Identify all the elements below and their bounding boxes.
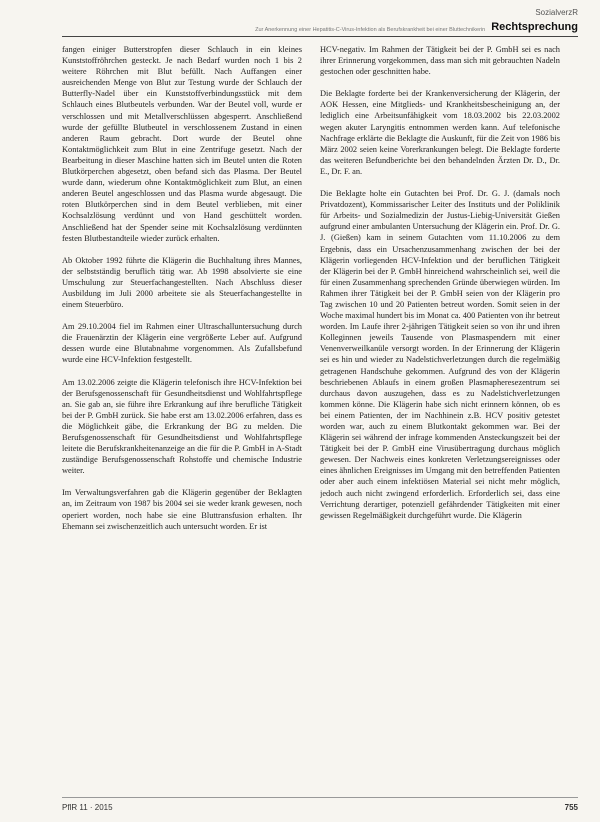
left-column [62, 44, 302, 779]
running-header [62, 19, 578, 33]
page-number: 755 [564, 803, 578, 812]
paragraph: Am 29.10.2004 fiel im Rahmen einer Ultraschalluntersuchung durch die Frauenärztin der Klägerin eine vergrößerte Leber auf. Aufgrund dessen wurde eine Blutabnahme vorgenommen. Als Zufallsbefund wurde eine HCV-Infektion festgestellt. [62, 322, 302, 365]
paragraph: Im Verwaltungsverfahren gab die Klägerin gegenüber der Beklagten an, im Zeitraum von 1987 bis 2004 sei sie weder krank gewesen, noch operiert worden, noch habe sie eine Bluttransfusion erhalten. Ihr Ehemann sei zwischenzeitlich auch untersucht worden. Er ist [62, 488, 302, 531]
header-divider [62, 36, 578, 37]
paragraph: HCV-negativ. Im Rahmen der Tätigkeit bei der P. GmbH sei es nach ihrer Erinnerung vorgekommen, dass man sich mit gebrauchten Nadeln gestochen oder geschnitten habe. [320, 45, 560, 77]
journal-issue: PflR 11 · 2015 [62, 803, 113, 812]
footer-divider [62, 797, 578, 798]
paragraph: Am 13.02.2006 zeigte die Klägerin telefonisch ihre HCV-Infektion bei der Berufsgenossenschaft für Gesundheitsdienst und Wohlfahrtspflege an. Sie gab an, sie führe ihre Erkrankung auf ihre berufliche Tätigkeit bei der P. GmbH zurück. Sie habe erst am 13.02.2006 erfahren, dass es die Möglichkeit gäbe, die Erkrankung der BG zu melden. Die Berufsgenossenschaft für Gesundheitsdienst und Wohlfahrtspflege leitete die Berufskrankheitenanzeige an die für die P. GmbH in A-Stadt zuständige Berufsgenossenschaft Rohstoffe und chemische Industrie weiter. [62, 377, 302, 476]
category-label: SozialverzR [535, 8, 578, 17]
section-title: Rechtsprechung [491, 21, 578, 33]
article-breadcrumb: Zur Anerkennung einer Hepatitis-C-Virus-Infektion als Berufskrankheit bei einer Bluttechnikerin [255, 27, 486, 33]
page-footer [62, 803, 578, 812]
right-column [320, 44, 560, 779]
paragraph: Ab Oktober 1992 führte die Klägerin die Buchhaltung ihres Mannes, der selbstständig beruflich tätig war. Ab 1998 absolvierte sie eine Umschulung zur Steuerfachangestellten. Nach Abschluss dieser Ausbildung im Juli 2000 arbeitete sie als Steuerfachangestellte in einem Steuerbüro. [62, 255, 302, 310]
paragraph: fangen einiger Butterstropfen dieser Schlauch in ein kleines Kunststoffröhrchen gesteckt. Je nach Bedarf wurden noch 1 bis 2 weitere Röhrchen mit Blut befüllt. Nach Auffangen einer ausreichenden Menge von Blut zur Testung wurde der Schlauch der Butterfly-Nadel über ein Kunststoffverbindungsstück mit dem Schlauch eines Blutbeutels verbunden. War der Beutel voll, wurde er verschlossen und mit Metallverschlüssen abgesperrt. Anschließend wurde der gefüllte Blutbeutel in verschlossenem Zustand in einen anderen Raum gebracht. Dort wurde der Beutel ohne Kontaktmöglichkeit zum Blut in eine Zentrifuge gesetzt. Nach der Bearbeitung in dieser Maschine hatten sich im Beutel unten die Roten Blutkörperchen abgesetzt, oben befand sich das Plasma. Der Beutel wurde dann, wiederum ohne Kontaktmöglichkeit zum Blut, an einen anderen Beutel angeschlossen und das Plasma wurde abgesaugt. Die roten Blutkörperchen sind in dem Beutel verblieben, mit einer Kochsalzlösung verdünnt und von Hand geschüttelt worden. Anschließend hat der Spender seine mit Kochsalzlösung verdünnten festen Blutbestandteile wieder zurück erhalten. [62, 45, 302, 243]
paragraph: Die Beklagte forderte bei der Krankenversicherung der Klägerin, der AOK Hessen, eine Mitglieds- und Krankheitsbescheinigung an, der lediglich eine Arbeitsunfähigkeit vom 18.03.2002 bis 22.03.2002 wegen akuter Laryngitis entnommen werden kann. Auf telefonische Nachfrage erklärte die Beklagte die Auskunft, für die Zeit von 1986 bis März 2002 seien keine Vorerkrankungen belegt. Die Beklagte forderte das weiteren Befundberichte bei den behandelnden Ärzten Dr. D., Dr. E., Dr. F. an. [320, 89, 560, 176]
paragraph: Die Beklagte holte ein Gutachten bei Prof. Dr. G. J. (damals noch Privatdozent), Kommissarischer Leiter des Instituts und der Poliklinik für Arbeits- und Sozialmedizin der Justus-Liebig-Universität Gießen aufgrund einer ambulanten Untersuchung der Klägerin ein. Prof. Dr. G. J. (Gießen) kam in seinem Gutachten vom 11.10.2006 zu dem Ergebnis, dass ein Ursachenzusammenhang zwischen der bei der Klägerin vorliegenden HCV-Infektion und der beruflichen Tätigkeit der Klägerin bei der P. GmbH hinreichend wahrscheinlich sei, weil die für einen Zusammenhang sprechenden Gründe überwiegen würden. Im Rahmen ihrer Tätigkeit bei der P. GmbH seien von der Klägerin pro Tag zwischen 10 und 20 Patienten betreut worden. Somit seien in der Woche maximal hundert bis im Monat ca. 400 Patienten von ihr betreut worden. Im Laufe ihrer 2-jährigen Tätigkeit seien so von ihr und ihren Kolleginnen jeweils Tausende von Plasmaspendern mit einer Venenverweilkanüle versorgt worden. In der Erinnerung der Klägerin sei es hin und wieder zu Nadelstichverletzungen durch die regelmäßig getragenen Handschuhe gekommen. Aufgrund des von der Klägerin beschriebenen Ablaufs in einem großen Plasmapheresezentrum sei durchaus davon auszugehen, dass es zu Nadelstichverletzungen kommen könne. Die Klägerin habe sich nicht erinnern können, ob es bei einem Patienten, der im Nachhinein z.B. HCV positiv getestet worden war, auch zu einem Blutkontakt gekommen war. Bei der Klägerin sei während der infrage kommenden Ansteckungszeit bei der Tätigkeit bei der P. GmbH eine Virusübertragung durchaus möglich gewesen. Der Nachweis eines konkreten Verletzungsereignisses oder eines ähnlichen Ereignisses im Umgang mit den betreffenden Patienten oder aber auch einem infektiösen Material sei nicht mehr möglich, jedoch auch nicht zwingend erforderlich. Erforderlich sei, dass eine Verrichtung derartiger, potenziell gefährdender Tätigkeiten mit einer gewissen Regelmäßigkeit durchgeführt wurde. Die Klägerin [320, 189, 560, 520]
